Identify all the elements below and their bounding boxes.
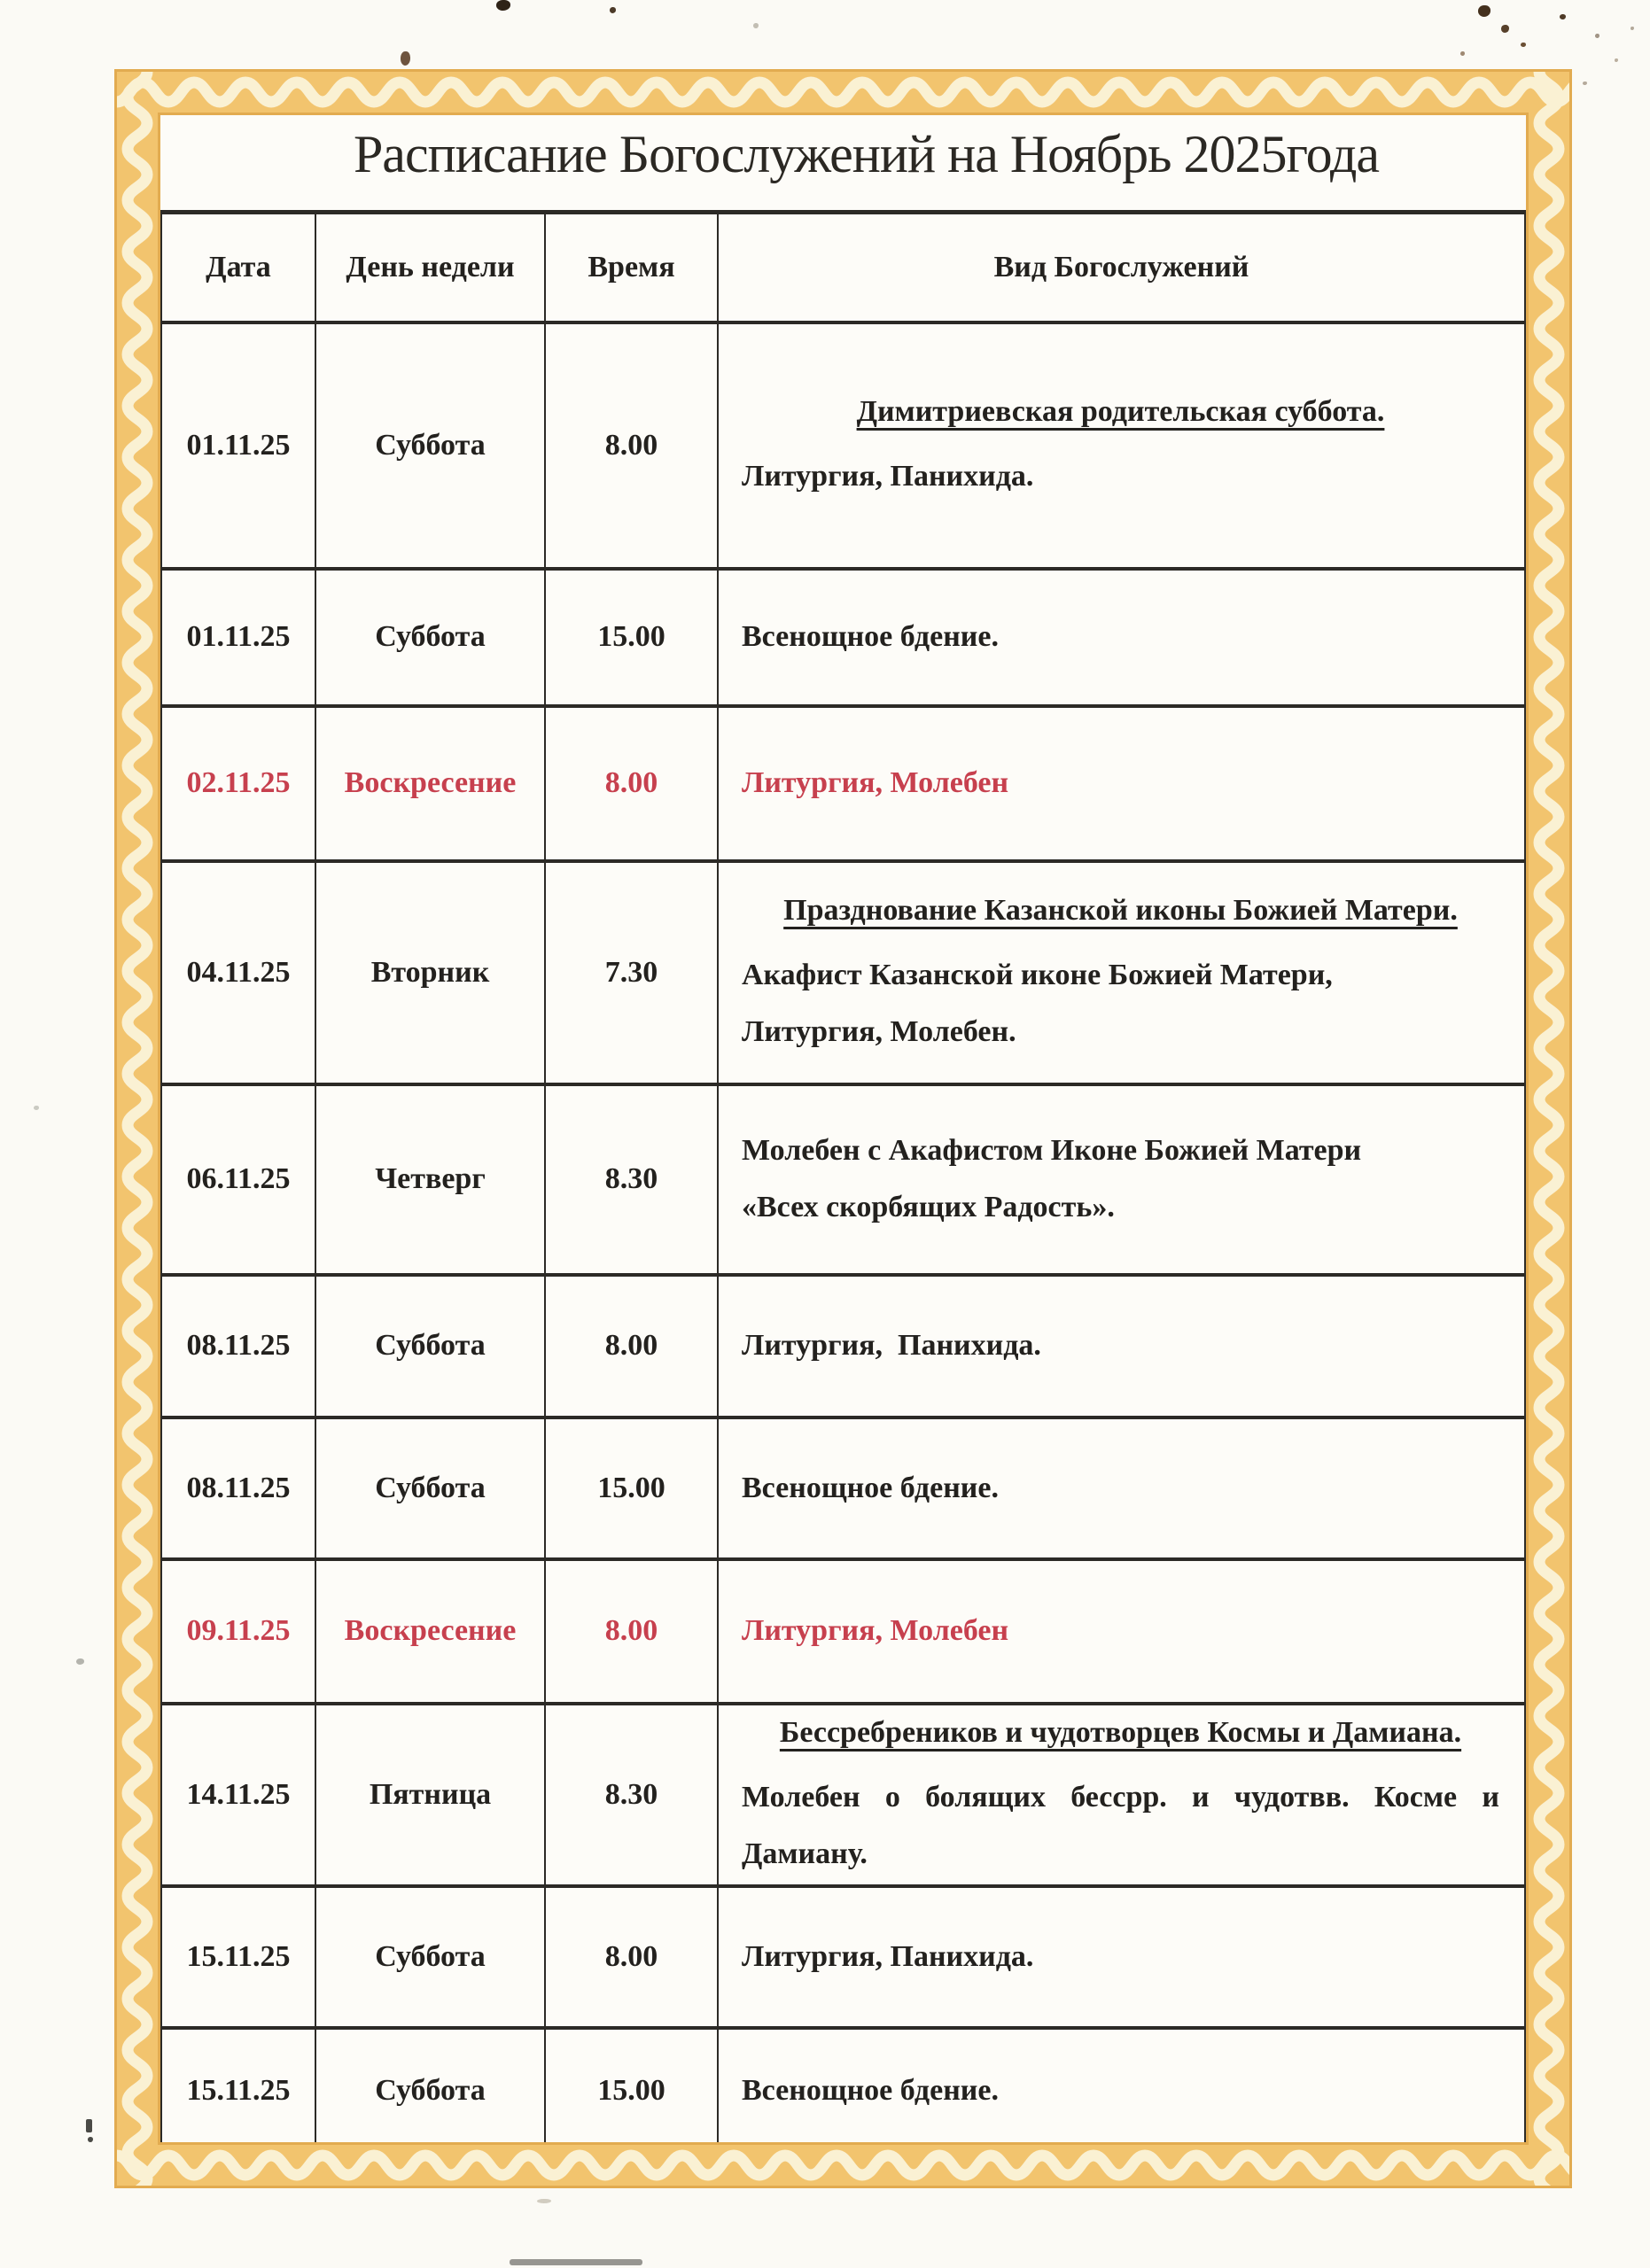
service-cell [718,1886,1525,2028]
dirt-speck [76,1658,84,1665]
date-cell: 01.11.25 [161,569,315,706]
time-cell: 15.00 [545,1418,718,1559]
weekday-cell: Вторник [315,861,545,1084]
feast-title: Бессребреников и чудотворцев Космы и Дамиана. [779,1715,1462,1749]
schedule-row [161,861,1525,1084]
col-header-time: Время [545,213,718,322]
service-cell [718,2028,1525,2146]
schedule-row [161,569,1525,706]
schedule-table [160,210,1526,2145]
schedule-row [161,2028,1525,2146]
border-wave-right-icon [1529,72,1569,2186]
service-cell [718,1084,1525,1275]
time-cell: 8.00 [545,1275,718,1418]
weekday-cell: Воскресение [315,1559,545,1704]
border-wave-bottom-icon [117,2145,1569,2186]
schedule-row [161,1886,1525,2028]
dirt-speck [1501,25,1509,33]
dirt-speck [1521,43,1526,47]
schedule-row [161,706,1525,861]
dirt-speck [1631,27,1634,30]
feast-title: Празднование Казанской иконы Божией Матери. [783,893,1458,927]
time-cell: 8.00 [545,322,718,569]
col-header-weekday: День недели [315,213,545,322]
dirt-speck [1615,58,1618,62]
time-cell: 8.00 [545,1559,718,1704]
weekday-cell: Суббота [315,1275,545,1418]
col-header-service: Вид Богослужений [718,213,1525,322]
dirt-speck [1595,34,1599,38]
service-text: Литургия, Панихида. [742,1939,1034,1973]
weekday-cell: Пятница [315,1704,545,1886]
border-wave-left-icon [117,72,158,2186]
schedule-table-header [161,213,1525,322]
service-cell [718,706,1525,861]
service-cell [718,569,1525,706]
time-cell: 8.00 [545,706,718,861]
weekday-cell: Суббота [315,1418,545,1559]
time-cell: 8.30 [545,1084,718,1275]
dirt-speck [34,1106,39,1110]
feast-title: Димитриевская родительская суббота. [856,394,1385,428]
weekday-cell: Суббота [315,569,545,706]
time-cell: 15.00 [545,2028,718,2146]
weekday-cell: Суббота [315,2028,545,2146]
service-text: Молебен о болящих бессрр. и чудотвв. Косме и Дамиану. [742,1780,1499,1870]
decorative-gold-border [114,69,1572,2188]
dirt-speck [88,2137,93,2142]
dirt-speck [610,7,616,13]
date-cell: 15.11.25 [161,2028,315,2146]
service-text: Всенощное бдение. [742,1471,999,1504]
date-cell: 08.11.25 [161,1275,315,1418]
document-content-area [158,113,1529,2145]
service-text: Всенощное бдение. [742,2073,999,2107]
page-title: Расписание Богослужений на Ноябрь 2025года [353,125,1380,183]
service-text: Молебен с Акафистом Иконе Божией Матери [742,1134,1362,1167]
service-text: Акафист Казанской иконе Божией Матери, [742,958,1333,991]
dirt-speck [1560,14,1566,19]
service-cell [718,1559,1525,1704]
date-cell: 06.11.25 [161,1084,315,1275]
date-cell: 14.11.25 [161,1704,315,1886]
dirt-speck [1478,5,1490,17]
border-wave-top-icon [117,72,1569,113]
weekday-cell: Суббота [315,322,545,569]
schedule-row [161,1418,1525,1559]
schedule-row [161,1084,1525,1275]
weekday-cell: Суббота [315,1886,545,2028]
date-cell: 01.11.25 [161,322,315,569]
service-text: «Всех скорбящих Радость». [742,1191,1115,1223]
date-cell: 04.11.25 [161,861,315,1084]
weekday-cell: Воскресение [315,706,545,861]
dirt-speck [401,51,410,66]
service-text: Литургия, Панихида. [742,1329,1041,1362]
service-cell [718,322,1525,569]
dirt-speck [496,0,510,11]
date-cell: 09.11.25 [161,1559,315,1704]
date-cell: 02.11.25 [161,706,315,861]
service-cell [718,1275,1525,1418]
time-cell: 15.00 [545,569,718,706]
service-cell [718,1704,1525,1886]
schedule-row [161,1559,1525,1704]
time-cell: 7.30 [545,861,718,1084]
date-cell: 15.11.25 [161,1886,315,2028]
time-cell: 8.30 [545,1704,718,1886]
service-text: Всенощное бдение. [742,620,999,653]
service-cell [718,861,1525,1084]
dirt-speck [537,2199,551,2203]
date-cell: 08.11.25 [161,1418,315,1559]
service-text: Литургия, Молебен [742,766,1009,799]
service-text: Литургия, Молебен [742,1614,1009,1647]
schedule-row [161,1704,1525,1886]
schedule-row [161,322,1525,569]
dirt-speck [510,2259,642,2265]
weekday-cell: Четверг [315,1084,545,1275]
dirt-speck [1583,82,1587,85]
time-cell: 8.00 [545,1886,718,2028]
dirt-speck [753,23,759,28]
schedule-table-body [161,322,1525,2146]
service-cell [718,1418,1525,1559]
col-header-date: Дата [161,213,315,322]
dirt-speck [1460,51,1465,56]
schedule-row [161,1275,1525,1418]
dirt-speck [86,2119,92,2132]
service-text: Литургия, Молебен. [742,1014,1016,1048]
service-text: Литургия, Панихида. [742,459,1034,493]
